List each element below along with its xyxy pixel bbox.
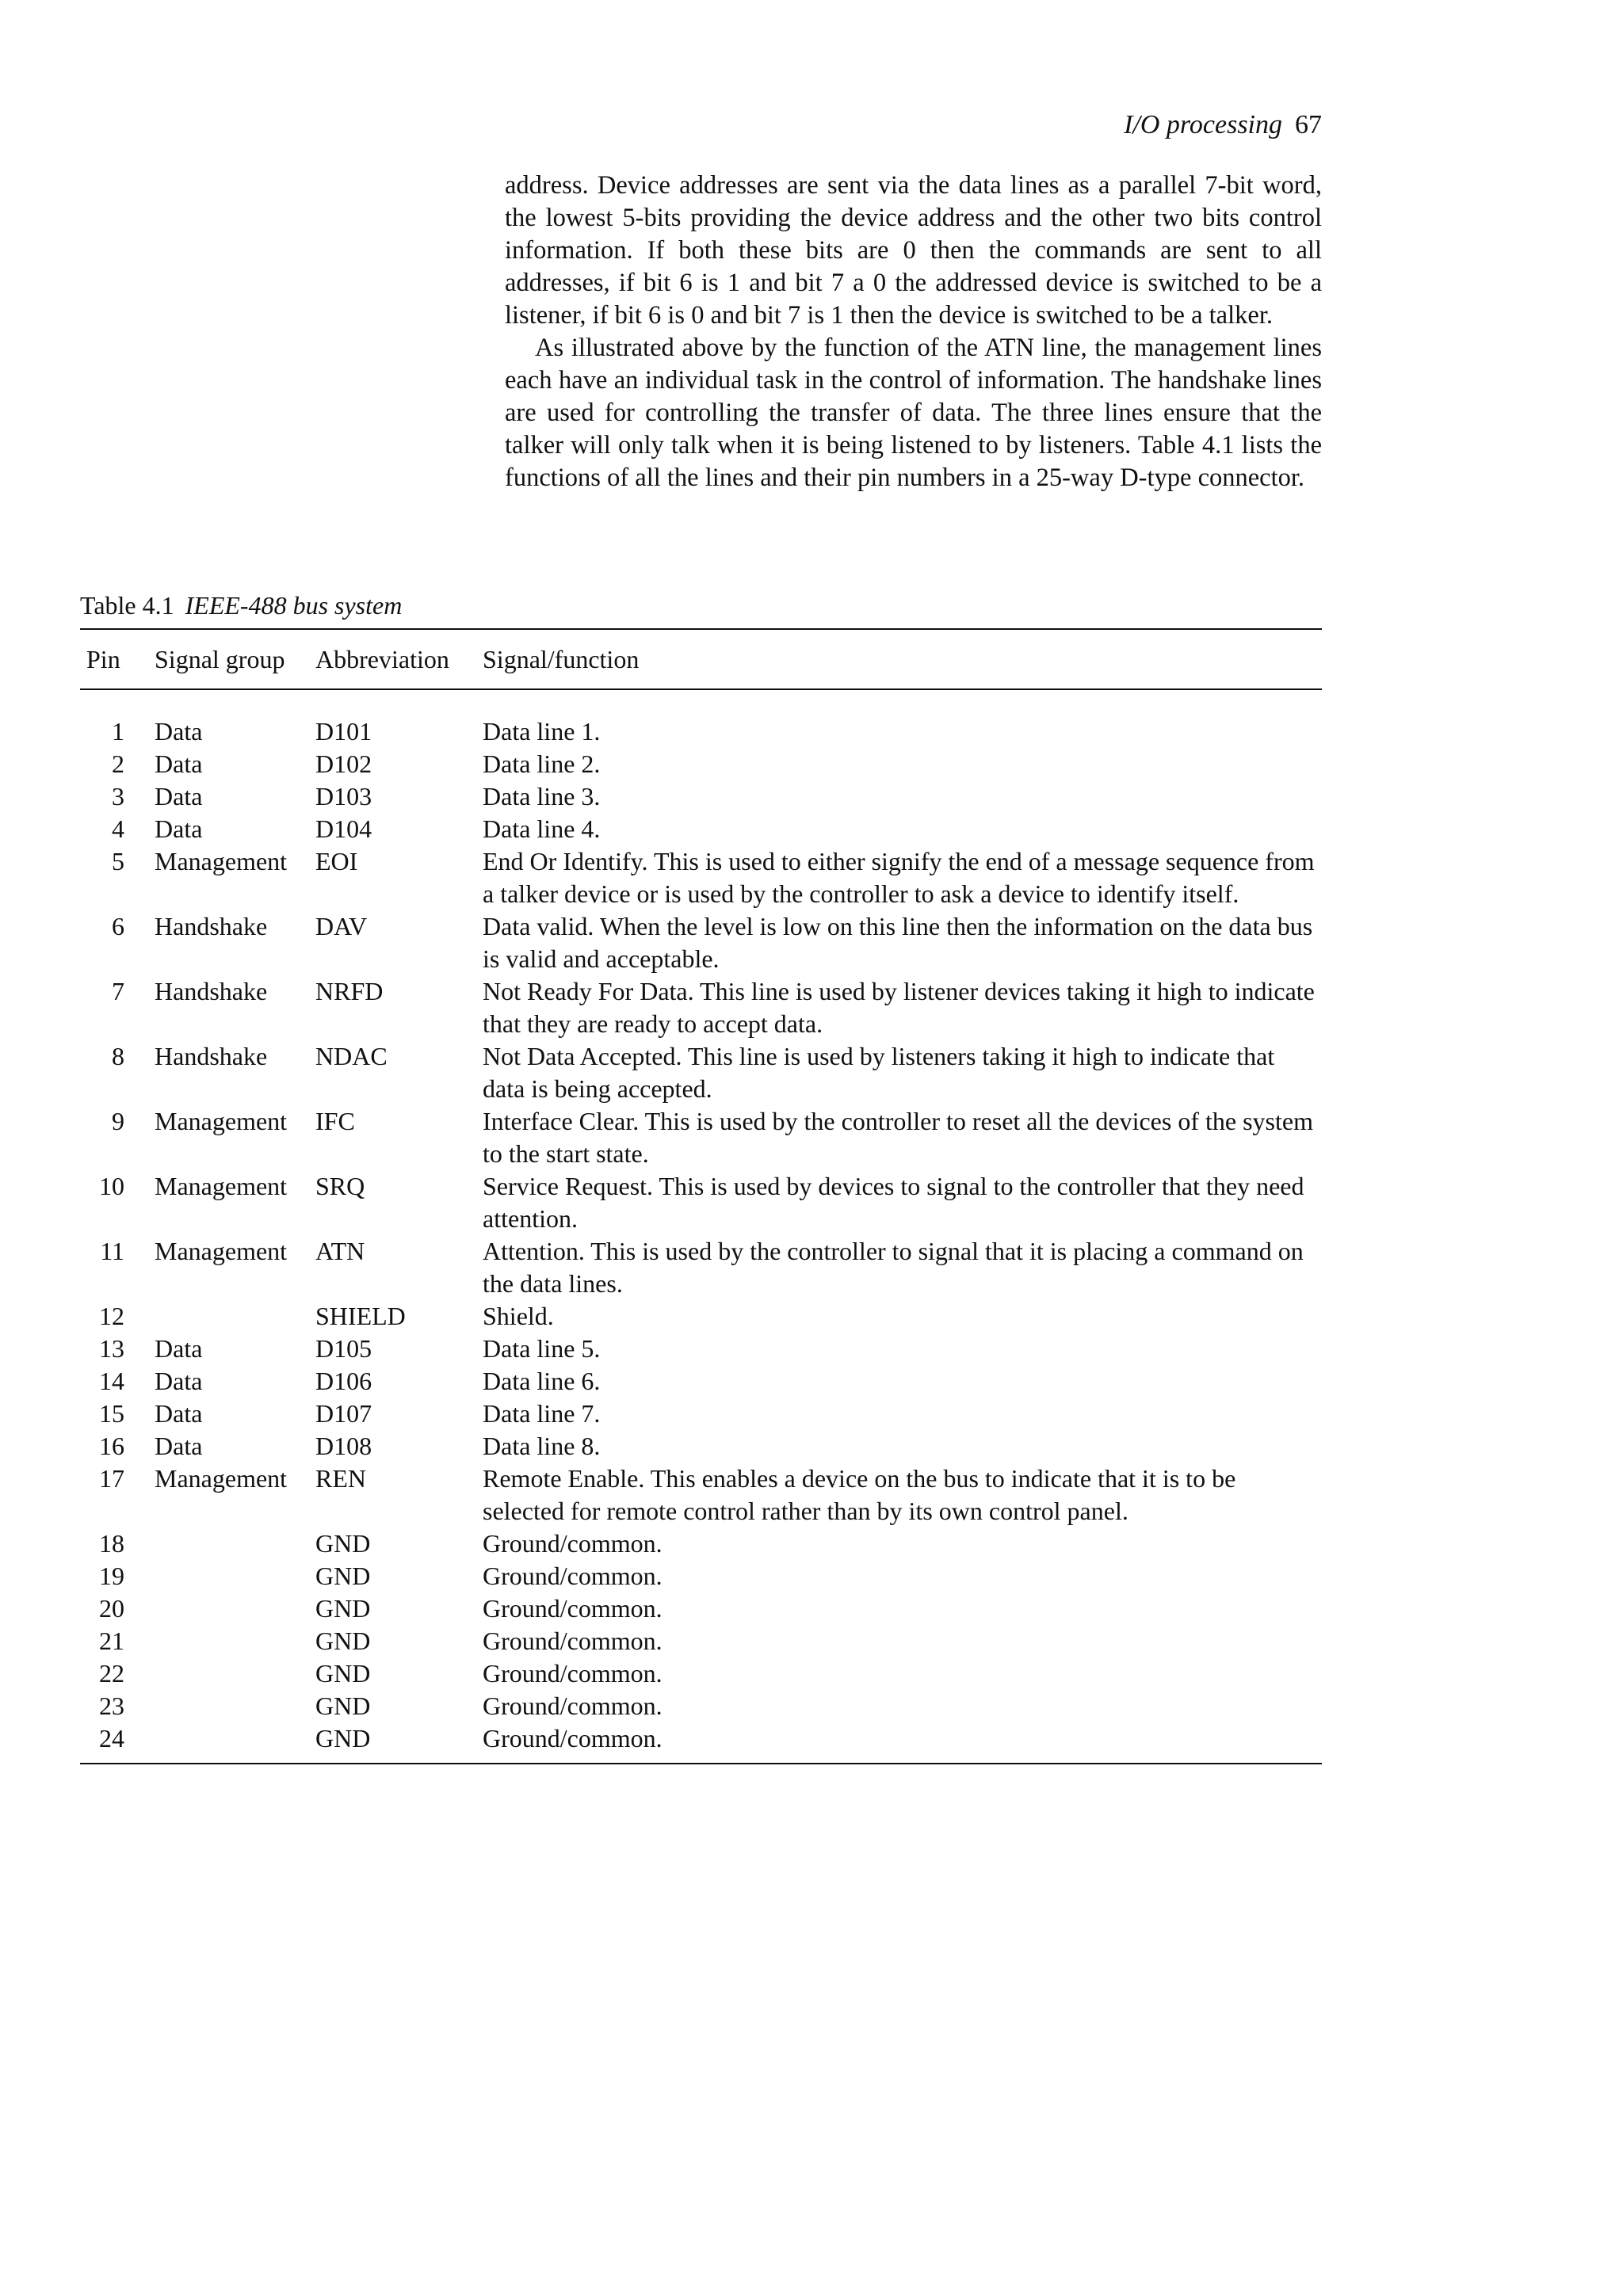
cell-signal-function: Data line 4. — [483, 814, 601, 843]
cell-pin: 2 — [112, 749, 124, 778]
table-row — [80, 1235, 1322, 1300]
running-head-title: I/O processing — [1124, 110, 1282, 139]
body-text — [505, 170, 1322, 494]
table-row — [80, 975, 1322, 1040]
cell-signal-function: Data valid. When the level is low on this line then the information on the data bus is valid and acceptable. — [483, 912, 1313, 973]
cell-signal-group: Management — [155, 847, 288, 875]
cell-abbreviation: D104 — [315, 814, 372, 843]
table-row — [80, 1592, 1322, 1625]
cell-signal-group: Data — [155, 1432, 203, 1460]
page-number: 67 — [1295, 110, 1322, 139]
cell-signal-group: Data — [155, 717, 203, 746]
cell-signal-group: Data — [155, 1399, 203, 1428]
cell-abbreviation: REN — [315, 1464, 366, 1493]
cell-pin: 16 — [99, 1432, 124, 1460]
cell-abbreviation: D106 — [315, 1367, 372, 1395]
cell-signal-function: Data line 8. — [483, 1432, 601, 1460]
cell-pin: 21 — [99, 1627, 124, 1655]
cell-pin: 8 — [112, 1042, 124, 1070]
cell-signal-function: Service Request. This is used by devices to signal to the controller that they need attention. — [483, 1172, 1304, 1233]
cell-signal-function: End Or Identify. This is used to either signify the end of a message sequence from a talker device or is used by the controller to ask a device to identify itself. — [483, 847, 1315, 908]
cell-signal-function: Data line 6. — [483, 1367, 601, 1395]
table-row — [80, 845, 1322, 910]
cell-signal-group: Data — [155, 1367, 203, 1395]
table-caption-label: Table 4.1 — [80, 591, 174, 620]
cell-pin: 20 — [99, 1594, 124, 1623]
cell-signal-function: Data line 2. — [483, 749, 601, 778]
header-pin: Pin — [86, 644, 120, 673]
cell-signal-function: Shield. — [483, 1302, 554, 1330]
table-row — [80, 813, 1322, 845]
cell-pin: 9 — [112, 1107, 124, 1135]
cell-signal-function: Attention. This is used by the controller to signal that it is placing a command on the data lines. — [483, 1237, 1304, 1298]
cell-abbreviation: SRQ — [315, 1172, 365, 1200]
cell-signal-function: Data line 1. — [483, 717, 601, 746]
cell-pin: 6 — [112, 912, 124, 940]
cell-abbreviation: D102 — [315, 749, 372, 778]
cell-pin: 3 — [112, 782, 124, 810]
table-row — [80, 1300, 1322, 1333]
cell-signal-function: Not Ready For Data. This line is used by listener devices taking it high to indicate that they are ready to accept data. — [483, 977, 1315, 1038]
cell-signal-group — [124, 1592, 315, 1625]
paragraph: As illustrated above by the function of the ATN line, the management lines each have an individual task in the control of information. The handshake lines are used for controlling the transfer of data. The three lines ensure that the talker will only talk when it is being listened to by listeners. Table 4.1 lists the functions of all the lines and their pin numbers in a 25-way D-type connector. — [505, 334, 1322, 492]
cell-abbreviation: GND — [315, 1691, 371, 1720]
table-header-row — [80, 630, 1322, 690]
cell-signal-group: Data — [155, 814, 203, 843]
cell-abbreviation: D108 — [315, 1432, 372, 1460]
paragraph: address. Device addresses are sent via the data lines as a parallel 7-bit word, the lowest 5-bits providing the device address and the other two bits control information. If both these bits are 0 then the commands are sent to all addresses, if bit 6 is 1 and bit 7 a 0 the addressed device is switched to be a listener, if bit 6 is 0 and bit 7 is 1 then the device is switched to be a talker. — [505, 171, 1322, 330]
table-row — [80, 1527, 1322, 1560]
cell-signal-function: Ground/common. — [483, 1627, 663, 1655]
table-row — [80, 1333, 1322, 1365]
cell-signal-group: Handshake — [155, 1042, 268, 1070]
cell-pin: 24 — [99, 1724, 124, 1753]
header-signal-group: Signal group — [155, 644, 285, 673]
table-row — [80, 1657, 1322, 1690]
cell-pin: 23 — [99, 1691, 124, 1720]
cell-abbreviation: D107 — [315, 1399, 372, 1428]
cell-abbreviation: SHIELD — [315, 1302, 406, 1330]
cell-abbreviation: D103 — [315, 782, 372, 810]
table-row — [80, 1040, 1322, 1105]
cell-pin: 10 — [99, 1172, 124, 1200]
table-row — [80, 1398, 1322, 1430]
cell-signal-group — [124, 1657, 315, 1690]
cell-abbreviation: ATN — [315, 1237, 365, 1265]
cell-signal-group: Management — [155, 1237, 288, 1265]
table-caption-title: IEEE-488 bus system — [185, 591, 403, 620]
cell-abbreviation: GND — [315, 1724, 371, 1753]
cell-signal-function: Not Data Accepted. This line is used by listeners taking it high to indicate that data is being accepted. — [483, 1042, 1275, 1103]
table-row — [80, 1625, 1322, 1657]
cell-pin: 7 — [112, 977, 124, 1005]
table-row — [80, 1722, 1322, 1755]
cell-pin: 4 — [112, 814, 124, 843]
cell-abbreviation: EOI — [315, 847, 358, 875]
cell-signal-group — [124, 1690, 315, 1722]
cell-signal-function: Remote Enable. This enables a device on the bus to indicate that it is to be selected for remote control rather than by its own control panel. — [483, 1464, 1236, 1525]
cell-abbreviation: DAV — [315, 912, 368, 940]
cell-abbreviation: GND — [315, 1562, 371, 1590]
cell-signal-group: Handshake — [155, 977, 268, 1005]
cell-signal-group: Data — [155, 1334, 203, 1363]
cell-abbreviation: NDAC — [315, 1042, 388, 1070]
cell-signal-function: Ground/common. — [483, 1691, 663, 1720]
cell-signal-group — [124, 1625, 315, 1657]
cell-signal-function: Ground/common. — [483, 1594, 663, 1623]
header-signal-function: Signal/function — [483, 644, 640, 673]
pin-table — [80, 628, 1322, 1764]
header-abbreviation: Abbreviation — [315, 644, 449, 673]
cell-pin: 13 — [99, 1334, 124, 1363]
table-row — [80, 1105, 1322, 1170]
cell-signal-function: Data line 7. — [483, 1399, 601, 1428]
cell-signal-group: Management — [155, 1172, 288, 1200]
cell-abbreviation: GND — [315, 1627, 371, 1655]
cell-signal-function: Ground/common. — [483, 1529, 663, 1558]
table-row — [80, 1463, 1322, 1527]
cell-signal-group: Handshake — [155, 912, 268, 940]
cell-signal-group: Management — [155, 1464, 288, 1493]
cell-abbreviation: D101 — [315, 717, 372, 746]
cell-abbreviation: D105 — [315, 1334, 372, 1363]
cell-signal-function: Interface Clear. This is used by the controller to reset all the devices of the system to the start state. — [483, 1107, 1313, 1168]
cell-signal-group — [124, 1300, 315, 1333]
cell-signal-group — [124, 1560, 315, 1592]
cell-signal-group: Management — [155, 1107, 288, 1135]
cell-pin: 17 — [99, 1464, 124, 1493]
cell-pin: 1 — [112, 717, 124, 746]
cell-signal-function: Data line 3. — [483, 782, 601, 810]
table-row — [80, 1560, 1322, 1592]
cell-pin: 5 — [112, 847, 124, 875]
cell-abbreviation: NRFD — [315, 977, 384, 1005]
table-row — [80, 910, 1322, 975]
table-body — [80, 690, 1322, 1763]
table-caption — [80, 589, 402, 621]
cell-pin: 22 — [99, 1659, 124, 1688]
cell-pin: 18 — [99, 1529, 124, 1558]
table-row — [80, 748, 1322, 780]
cell-pin: 19 — [99, 1562, 124, 1590]
table-row — [80, 715, 1322, 748]
table-row — [80, 780, 1322, 813]
running-head — [1124, 108, 1322, 143]
cell-pin: 14 — [99, 1367, 124, 1395]
cell-abbreviation: IFC — [315, 1107, 355, 1135]
cell-pin: 15 — [99, 1399, 124, 1428]
cell-signal-function: Ground/common. — [483, 1659, 663, 1688]
cell-abbreviation: GND — [315, 1529, 371, 1558]
cell-signal-function: Data line 5. — [483, 1334, 601, 1363]
cell-signal-group — [124, 1722, 315, 1755]
cell-signal-function: Ground/common. — [483, 1562, 663, 1590]
cell-abbreviation: GND — [315, 1659, 371, 1688]
cell-pin: 12 — [99, 1302, 124, 1330]
table-row — [80, 1690, 1322, 1722]
table-row — [80, 1170, 1322, 1235]
cell-abbreviation: GND — [315, 1594, 371, 1623]
table-row — [80, 1365, 1322, 1398]
cell-pin: 11 — [100, 1237, 124, 1265]
cell-signal-function: Ground/common. — [483, 1724, 663, 1753]
cell-signal-group — [124, 1527, 315, 1560]
table-row — [80, 1430, 1322, 1463]
cell-signal-group: Data — [155, 749, 203, 778]
cell-signal-group: Data — [155, 782, 203, 810]
